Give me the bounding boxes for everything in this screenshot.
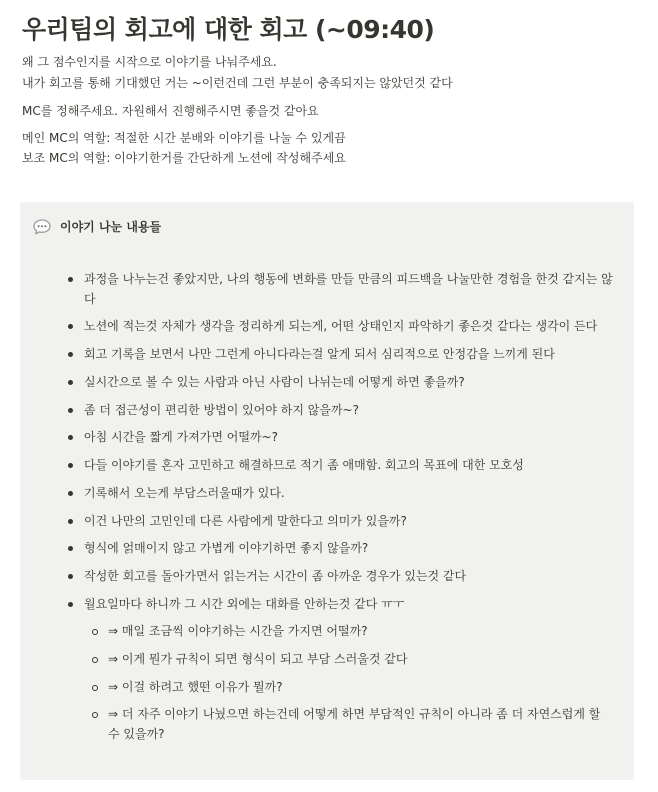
list-item-text: 다들 이야기를 혼자 고민하고 해결하므로 적기 좀 애매함. 회고의 목표에 대한 모호성 <box>84 458 524 472</box>
list-item <box>84 400 624 420</box>
sub-list-item-text: ⇒ 이게 뭔가 규칙이 되면 형식이 되고 부담 스러울것 같다 <box>108 652 408 666</box>
hollow-bullet-icon <box>92 685 98 691</box>
intro-line-1: 왜 그 점수인지를 시작으로 이야기를 나눠주세요. <box>22 55 277 69</box>
list-item-text: 기록해서 오는게 부담스러울때가 있다. <box>84 486 285 500</box>
list-item <box>84 483 624 503</box>
bullet-icon <box>68 352 73 357</box>
bullet-icon <box>68 277 73 282</box>
sub-list-item <box>108 649 618 669</box>
list-item-text: 월요일마다 하니까 그 시간 외에는 대화를 안하는것 같다 ㅠㅜ <box>84 597 405 611</box>
list-item-text: 아침 시간을 짧게 가져가면 어떨까~? <box>84 430 278 444</box>
bullet-icon <box>68 546 73 551</box>
list-item <box>84 594 624 614</box>
callout-title: 이야기 나눈 내용들 <box>60 220 162 234</box>
hollow-bullet-icon <box>92 657 98 663</box>
list-item <box>84 372 624 392</box>
list-item <box>84 566 624 586</box>
list-item-text: 형식에 얽매이지 않고 가볍게 이야기하면 좋지 않을까? <box>84 541 369 555</box>
list-item <box>84 316 624 336</box>
bullet-icon <box>68 574 73 579</box>
sub-list-item-text: ⇒ 매일 조금씩 이야기하는 시간을 가지면 어떨까? <box>108 624 368 638</box>
sub-list-item <box>108 704 614 744</box>
list-item-text: 이건 나만의 고민인데 다른 사람에게 말한다고 의미가 있을까? <box>84 514 407 528</box>
main-mc-role: 메인 MC의 역할: 적절한 시간 분배와 이야기를 나눌 수 있게끔 <box>22 131 346 145</box>
list-item <box>84 269 614 309</box>
list-item <box>84 538 624 558</box>
hollow-bullet-icon <box>92 629 98 635</box>
sub-mc-role: 보조 MC의 역할: 이야기한거를 간단하게 노션에 작성해주세요 <box>22 151 346 165</box>
intro-line-2: 내가 회고를 통해 기대했던 거는 ~이런건데 그런 부분이 충족되지는 않았던것 같다 <box>22 76 453 90</box>
bullet-icon <box>68 408 73 413</box>
sub-list-item-text: ⇒ 이걸 하려고 했떤 이유가 뭘까? <box>108 680 283 694</box>
list-item <box>84 455 624 475</box>
bullet-icon <box>68 519 73 524</box>
list-item <box>84 427 624 447</box>
callout-block <box>20 202 634 780</box>
bullet-icon <box>68 491 73 496</box>
list-item <box>84 511 624 531</box>
bullet-icon <box>68 602 73 607</box>
sub-list-item <box>108 677 618 697</box>
bullet-icon <box>68 435 73 440</box>
speech-bubble-icon <box>32 217 52 237</box>
sub-list-item-text: ⇒ 더 자주 이야기 나눴으면 하는건데 어떻게 하면 부담적인 규칙이 아니라 좀 더 자연스럽게 할 수 있을까? <box>108 707 601 741</box>
page-title: 우리팀의 회고에 대한 회고 (~09:40) <box>22 15 435 44</box>
list-item-text: 과정을 나누는건 좋았지만, 나의 행동에 변화를 만들 만큼의 피드백을 나눌만한 경험을 한것 같지는 않다 <box>84 272 613 306</box>
list-item-text: 좀 더 접근성이 편리한 방법이 있어야 하지 않을까~? <box>84 403 359 417</box>
mc-note: MC를 정해주세요. 자원해서 진행해주시면 좋을것 같아요 <box>22 104 319 118</box>
list-item-text: 실시간으로 볼 수 있는 사람과 아닌 사람이 나뉘는데 어떻게 하면 좋을까? <box>84 375 465 389</box>
list-item <box>84 344 624 364</box>
list-item-text: 작성한 회고를 돌아가면서 읽는거는 시간이 좀 아까운 경우가 있는것 같다 <box>84 569 467 583</box>
bullet-icon <box>68 324 73 329</box>
sub-list-item <box>108 621 618 641</box>
bullet-icon <box>68 463 73 468</box>
hollow-bullet-icon <box>92 712 98 718</box>
list-item-text: 노션에 적는것 자체가 생각을 정리하게 되는게, 어떤 상태인지 파악하기 좋은것 같다는 생각이 든다 <box>84 319 598 333</box>
bullet-icon <box>68 380 73 385</box>
list-item-text: 회고 기록을 보면서 나만 그런게 아니다라는걸 알게 되서 심리적으로 안정감을 느끼게 된다 <box>84 347 555 361</box>
